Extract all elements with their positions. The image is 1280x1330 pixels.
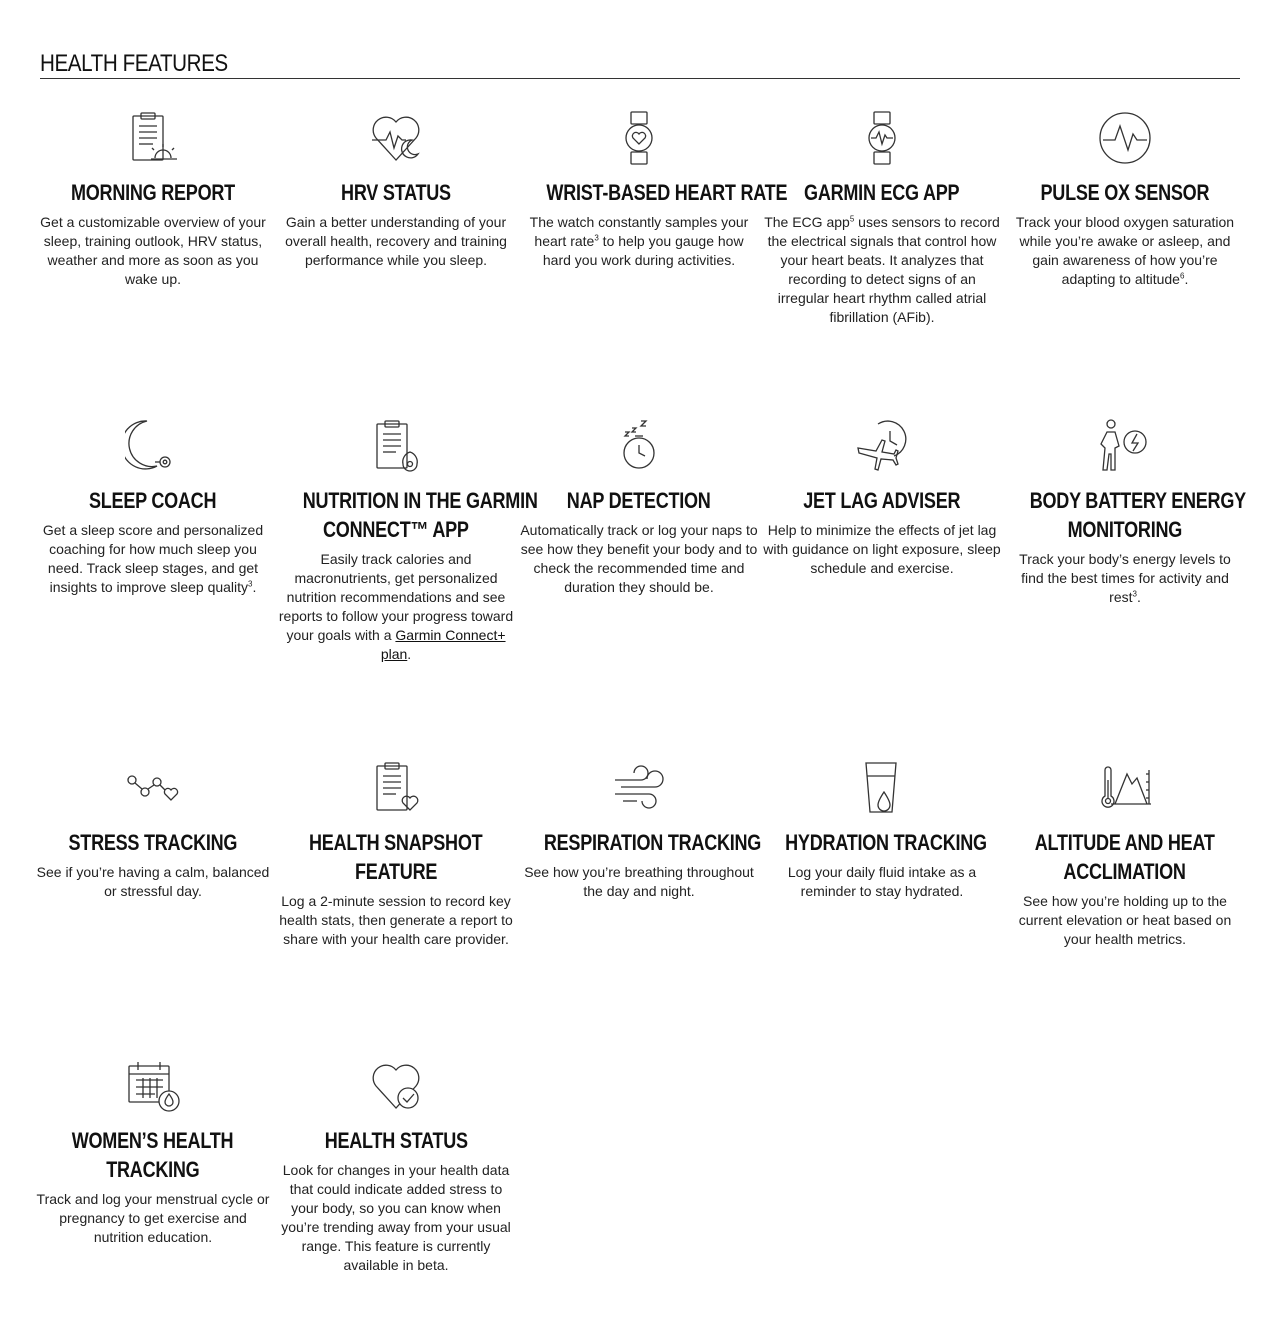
feature-wrist-heart-rate [520, 110, 788, 270]
feature-description: Gain a better understanding of your overall health, recovery and training performance while you sleep. [285, 214, 507, 268]
feature-description: Log a 2-minute session to record key health stats, then generate a report to share with your health care provider. [279, 893, 513, 947]
feature-description: The ECG app$^5$ uses sensors to record the electrical signals that control how your heart beats. It analyzes that recording to detect signs of an irregular heart rhythm called atrial fibrillation (AFib). [764, 214, 1000, 325]
feature-title: HYDRATION TRACKING [785, 830, 987, 855]
feature-altitude-heat [1006, 760, 1244, 949]
feature-morning-report [34, 110, 272, 289]
feature-title: WOMEN’S HEALTH TRACKING [72, 1128, 234, 1182]
wind-icon [611, 760, 667, 816]
watch-heart-icon [611, 110, 667, 166]
clipboard-avocado-icon [368, 418, 424, 474]
feature-respiration-tracking [520, 760, 762, 901]
feature-nap-detection [520, 418, 758, 597]
feature-description: Track your blood oxygen saturation while you’re awake or asleep, and gain awareness of how you’re adapting to altitude$^6$. [1015, 214, 1235, 287]
feature-sleep-coach [34, 418, 272, 597]
feature-description: Automatically track or log your naps to see how they benefit your body and to check the recommended time and duration they should be. [520, 522, 758, 595]
thermometer-mountain-icon [1097, 760, 1153, 816]
feature-title: JET LAG ADVISER [803, 488, 961, 513]
feature-title: ALTITUDE AND HEAT ACCLIMATION [1035, 830, 1215, 884]
feature-description: See if you’re having a calm, balanced or stressful day. [36, 864, 270, 899]
feature-health-status [277, 1058, 515, 1275]
feature-description: See how you’re holding up to the current elevation or heat based on your health metrics. [1018, 893, 1232, 947]
nap-clock-icon [611, 418, 667, 474]
section-title: HEALTH FEATURES [40, 50, 228, 77]
feature-title: RESPIRATION TRACKING [543, 830, 762, 855]
clipboard-sunrise-icon [125, 110, 181, 166]
feature-description: Easily track calories and macronutrients, get personalized nutrition recommendations and see reports to follow your progress toward your goals with a Garmin Connect+ plan. [278, 551, 514, 662]
watch-ecg-icon [854, 110, 910, 166]
feature-stress-tracking [34, 760, 272, 901]
feature-description: Look for changes in your health data that could indicate added stress to your body, so you can know when you’re trending away from your usual range. This feature is currently available in beta. [281, 1162, 511, 1273]
feature-title: NUTRITION IN THE GARMIN CONNECT™ APP [302, 488, 538, 542]
heart-moon-icon [368, 110, 424, 166]
feature-title: GARMIN ECG APP [804, 180, 960, 205]
feature-description: Log your daily fluid intake as a reminder to stay hydrated. [787, 864, 977, 899]
feature-title: WRIST-BASED HEART RATE [546, 180, 788, 205]
feature-title: BODY BATTERY ENERGY MONITORING [1029, 488, 1246, 542]
feature-description: Track your body’s energy levels to find the best times for activity and rest$^3$. [1019, 551, 1231, 605]
section-divider [40, 78, 1240, 79]
feature-description: Get a customizable overview of your sleep, training outlook, HRV status, weather and more as soon as you wake up. [40, 214, 266, 287]
person-battery-icon [1097, 418, 1153, 474]
feature-description: Track and log your menstrual cycle or pregnancy to get exercise and nutrition education. [36, 1191, 270, 1245]
feature-womens-health [34, 1058, 272, 1247]
feature-title: HRV STATUS [341, 180, 451, 205]
feature-title: NAP DETECTION [567, 488, 711, 513]
feature-hrv-status [277, 110, 515, 270]
stress-dots-icon [125, 760, 181, 816]
feature-garmin-ecg-app [763, 110, 1001, 327]
moon-icon [125, 418, 181, 474]
calendar-drop-icon [125, 1058, 181, 1114]
feature-hydration-tracking [763, 760, 1001, 901]
feature-health-snapshot [277, 760, 515, 949]
feature-description: Help to minimize the effects of jet lag with guidance on light exposure, sleep schedule and exercise. [763, 522, 1001, 576]
feature-description: The watch constantly samples your heart rate$^3$ to help you gauge how hard you work during activities. [529, 214, 749, 268]
feature-title: MORNING REPORT [71, 180, 235, 205]
feature-pulse-ox-sensor [1006, 110, 1244, 289]
feature-title: STRESS TRACKING [68, 830, 238, 855]
feature-nutrition [277, 418, 538, 664]
feature-title: HEALTH STATUS [324, 1128, 468, 1153]
feature-jet-lag-adviser [763, 418, 1001, 578]
feature-body-battery [1006, 418, 1244, 607]
feature-description: See how you’re breathing throughout the day and night. [524, 864, 754, 899]
pulse-circle-icon [1097, 110, 1153, 166]
feature-title: HEALTH SNAPSHOT FEATURE [309, 830, 483, 884]
glass-drop-icon [854, 760, 910, 816]
feature-title: SLEEP COACH [89, 488, 217, 513]
heart-check-icon [368, 1058, 424, 1114]
clipboard-heart-icon [368, 760, 424, 816]
feature-description: Get a sleep score and personalized coaching for how much sleep you need. Track sleep stages, and get insights to improve sleep quality$^3$. [42, 522, 264, 595]
feature-title: PULSE OX SENSOR [1040, 180, 1210, 205]
plane-clock-icon [854, 418, 910, 474]
garmin-connect-plus-link[interactable]: Garmin Connect+ plan [380, 627, 506, 662]
